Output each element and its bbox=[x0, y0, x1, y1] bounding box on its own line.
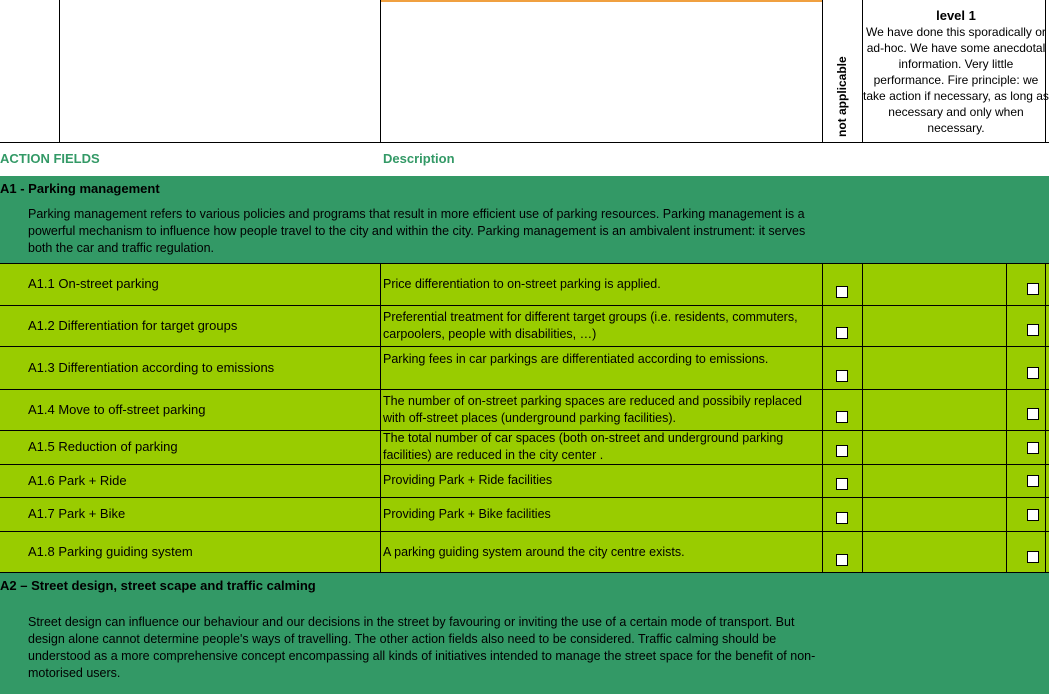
level1-checkbox[interactable] bbox=[1027, 324, 1039, 336]
level1-checkbox[interactable] bbox=[1027, 283, 1039, 295]
grid-line bbox=[1006, 305, 1007, 346]
level1-checkbox[interactable] bbox=[1027, 367, 1039, 379]
grid-line bbox=[862, 305, 863, 346]
action-field-description: Preferential treatment for different target groups (i.e. residents, commuters, carpoolers, people with disabilities, …) bbox=[383, 309, 798, 341]
action-field-description: The total number of car spaces (both on-street and underground parking facilities) are reduced in the city center . bbox=[383, 431, 784, 462]
grid-line bbox=[862, 263, 863, 305]
grid-line bbox=[822, 497, 823, 531]
grid-line bbox=[0, 389, 1049, 390]
grid-line bbox=[380, 263, 381, 305]
grid-line bbox=[1006, 497, 1007, 531]
grid-line bbox=[0, 346, 1049, 347]
grid-line bbox=[1006, 263, 1007, 305]
not-applicable-checkbox[interactable] bbox=[836, 554, 848, 566]
grid-line bbox=[380, 0, 381, 143]
grid-line bbox=[1006, 531, 1007, 573]
grid-line bbox=[0, 263, 1049, 264]
grid-line bbox=[822, 430, 823, 464]
grid-line bbox=[862, 346, 863, 389]
grid-line bbox=[822, 305, 823, 346]
level1-title: level 1 bbox=[936, 8, 976, 23]
action-field-description: Providing Park + Ride facilities bbox=[383, 473, 553, 487]
grid-line bbox=[1045, 389, 1046, 430]
grid-line bbox=[1045, 263, 1046, 305]
not-applicable-checkbox[interactable] bbox=[836, 478, 848, 490]
level1-checkbox[interactable] bbox=[1027, 551, 1039, 563]
grid-line bbox=[0, 497, 1049, 498]
description-header: Description bbox=[383, 151, 455, 166]
grid-line bbox=[380, 305, 381, 346]
section-description: Street design can influence our behaviour and our decisions in the street by favouring or inviting the use of a certain mode of transport. But design alone cannot determine people's ways of travelling. The other action fields also need to be considered. Traffic calming should be understood as a more comprehensive concept encompassing all kinds of initiatives intended to manage the street space for the benefit of non-motorised users. bbox=[28, 615, 816, 680]
action-field-name: A1.3 Differentiation according to emissions bbox=[28, 359, 275, 375]
action-fields-header: ACTION FIELDS bbox=[0, 151, 100, 166]
section-description: Parking management refers to various policies and programs that result in more efficient use of parking resources. Parking management is a powerful mechanism to influence how people travel to the city and within the city. Parking management is an ambivalent instrument: it serves both the car and traffic regulation. bbox=[28, 207, 806, 255]
grid-line bbox=[862, 389, 863, 430]
grid-line bbox=[1045, 346, 1046, 389]
grid-line bbox=[862, 531, 863, 573]
grid-line bbox=[0, 464, 1049, 465]
grid-line bbox=[1006, 464, 1007, 497]
action-field-description: Price differentiation to on-street parking is applied. bbox=[383, 276, 661, 291]
grid-line bbox=[0, 531, 1049, 532]
grid-line bbox=[1045, 497, 1046, 531]
action-field-name: A1.1 On-street parking bbox=[28, 276, 159, 291]
action-field-name: A1.8 Parking guiding system bbox=[28, 544, 193, 559]
action-field-description: Parking fees in car parkings are differentiated according to emissions. bbox=[383, 351, 769, 366]
grid-line bbox=[380, 497, 381, 531]
action-field-name: A1.4 Move to off-street parking bbox=[28, 401, 206, 417]
not-applicable-checkbox[interactable] bbox=[836, 445, 848, 457]
grid-line bbox=[822, 263, 823, 305]
grid-line bbox=[59, 0, 60, 143]
grid-line bbox=[1045, 531, 1046, 573]
action-field-description: A parking guiding system around the city centre exists. bbox=[383, 544, 685, 559]
level1-checkbox[interactable] bbox=[1027, 475, 1039, 487]
column-header-row bbox=[0, 143, 1049, 176]
level1-checkbox[interactable] bbox=[1027, 509, 1039, 521]
level1-header bbox=[863, 8, 1049, 136]
grid-line bbox=[862, 430, 863, 464]
action-field-description: The number of on-street parking spaces are reduced and possibily replaced with off-street places (underground parking facilities). bbox=[383, 393, 802, 425]
grid-line bbox=[1006, 346, 1007, 389]
grid-line bbox=[380, 389, 381, 430]
grid-line bbox=[822, 346, 823, 389]
action-field-name: A1.2 Differentiation for target groups bbox=[28, 317, 238, 333]
grid-line bbox=[1045, 305, 1046, 346]
grid-line bbox=[822, 531, 823, 573]
not-applicable-checkbox[interactable] bbox=[836, 370, 848, 382]
grid-line bbox=[822, 389, 823, 430]
grid-line bbox=[822, 464, 823, 497]
not-applicable-checkbox[interactable] bbox=[836, 327, 848, 339]
action-field-name: A1.5 Reduction of parking bbox=[28, 439, 178, 454]
grid-line bbox=[380, 346, 381, 389]
grid-line bbox=[1006, 430, 1007, 464]
grid-line bbox=[1045, 464, 1046, 497]
grid-line bbox=[862, 497, 863, 531]
level1-checkbox[interactable] bbox=[1027, 408, 1039, 420]
level1-text: We have done this sporadically or ad-hoc. We have some anecdotal information. Very little performance. Fire principle: we take action if necessary, as long as necessary and only when necessary. bbox=[863, 25, 1049, 135]
action-field-description: Providing Park + Bike facilities bbox=[383, 506, 551, 521]
grid-line bbox=[862, 464, 863, 497]
grid-line bbox=[380, 464, 381, 497]
level1-checkbox[interactable] bbox=[1027, 442, 1039, 454]
grid-line bbox=[380, 430, 381, 464]
not-applicable-checkbox[interactable] bbox=[836, 286, 848, 298]
grid-line bbox=[1045, 430, 1046, 464]
section-title: A2 – Street design, street scape and traffic calming bbox=[0, 578, 316, 593]
action-field-name: A1.6 Park + Ride bbox=[28, 472, 127, 488]
section-title: A1 - Parking management bbox=[0, 181, 160, 196]
action-field-name: A1.7 Park + Bike bbox=[28, 506, 126, 521]
grid-line bbox=[1006, 389, 1007, 430]
not-applicable-checkbox[interactable] bbox=[836, 411, 848, 423]
not-applicable-header bbox=[823, 0, 862, 143]
not-applicable-checkbox[interactable] bbox=[836, 512, 848, 524]
cell-selection-border bbox=[381, 0, 822, 2]
not-applicable-label: not applicable bbox=[834, 56, 849, 137]
grid-line bbox=[0, 305, 1049, 306]
grid-line bbox=[380, 531, 381, 573]
